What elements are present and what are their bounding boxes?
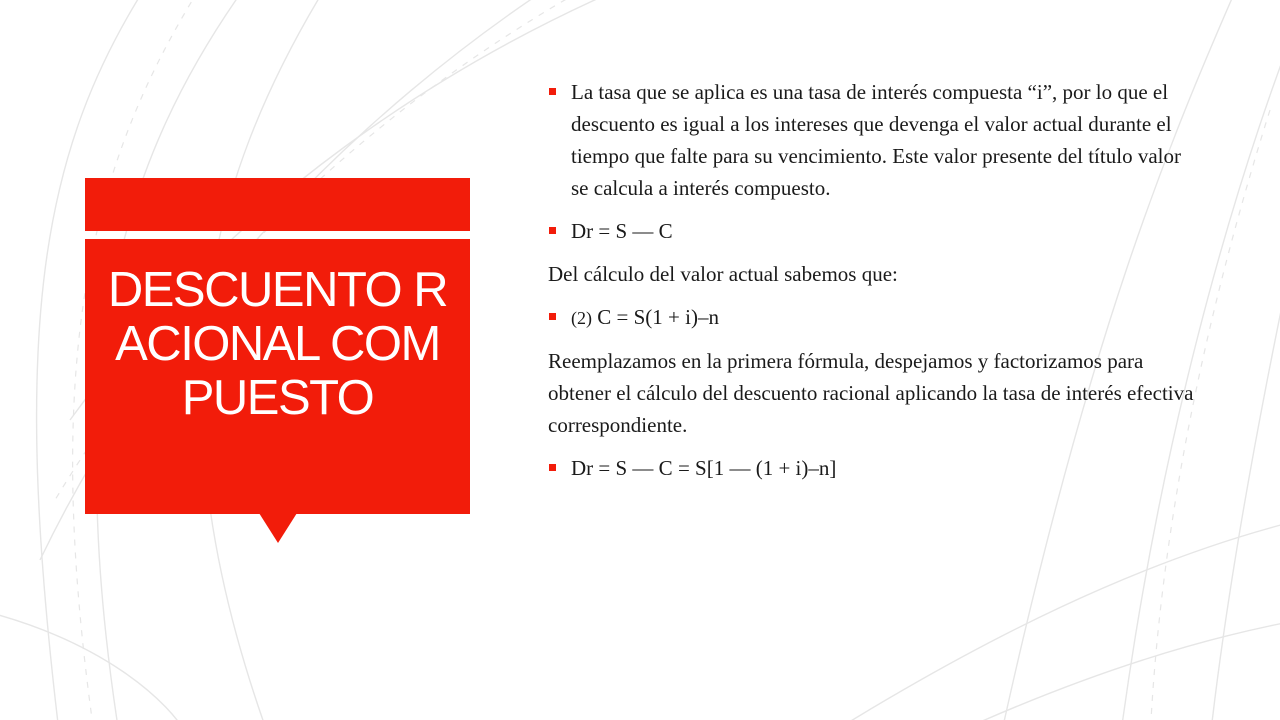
formula-text: Dr = S — C = S[1 — (1 + i)–n] <box>571 456 837 480</box>
formula-number: (2) <box>571 308 592 328</box>
bullet-text: La tasa que se aplica es una tasa de interés compuesta “i”, por lo que el descuento es igual a los intereses que devenga el valor actual durante el tiempo que falte para su vencimiento. Este valor presente del título valor se calcula a interés compuesto. <box>571 80 1181 200</box>
square-bullet-icon <box>549 464 556 471</box>
bullet-item <box>548 76 1198 204</box>
slide-title: DESCUENTO RACIONAL COMPUESTO <box>107 263 448 425</box>
body-text: Del cálculo del valor actual sabemos que: <box>548 262 898 286</box>
bullet-item <box>548 215 1198 247</box>
square-bullet-icon <box>549 227 556 234</box>
square-bullet-icon <box>549 313 556 320</box>
bullet-item <box>548 301 1198 334</box>
formula-text: C = S(1 + i)–n <box>592 305 719 329</box>
body-text: Reemplazamos en la primera fórmula, despejamos y factorizamos para obtener el cálculo del descuento racional aplicando la tasa de interés efectiva correspondiente. <box>548 349 1194 437</box>
bullet-item <box>548 452 1198 484</box>
title-pointer <box>259 513 297 543</box>
accent-strip <box>85 178 470 231</box>
square-bullet-icon <box>549 88 556 95</box>
slide-content <box>548 76 1198 495</box>
formula-text: Dr = S — C <box>571 219 673 243</box>
